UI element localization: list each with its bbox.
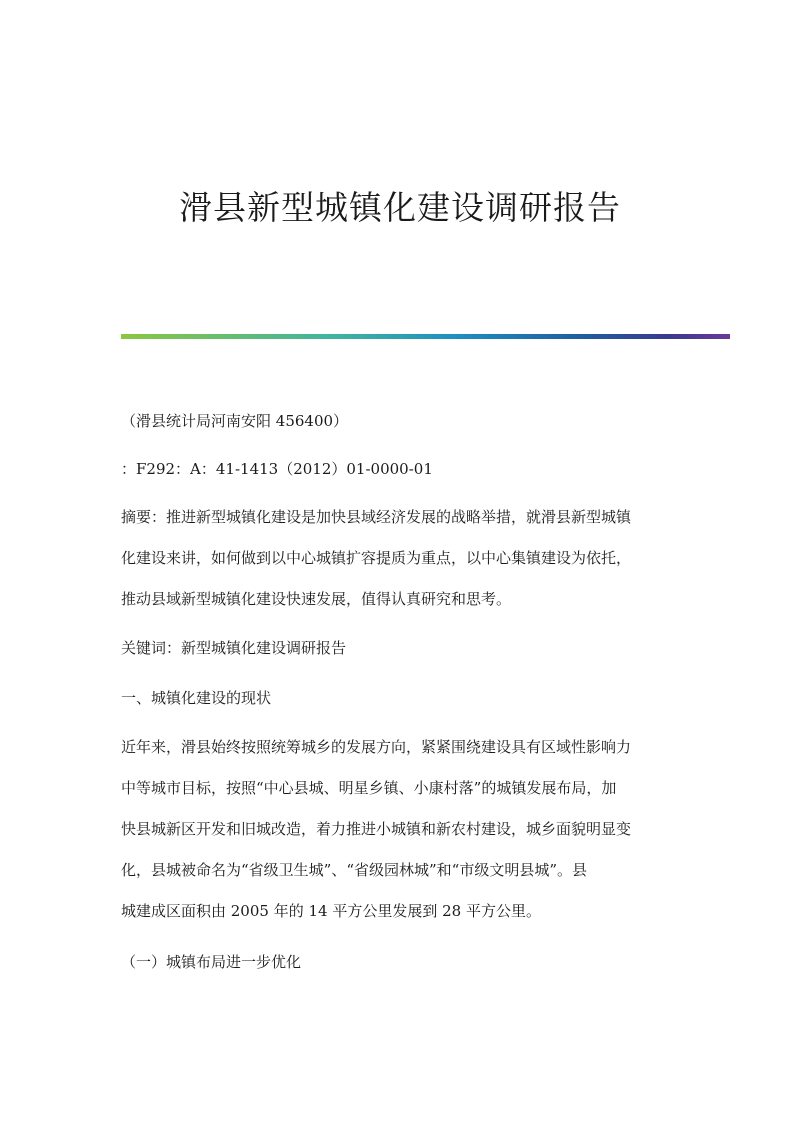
- body-line: 中等城市目标，按照“中心县城、明星乡镇、小康村落”的城镇发展布局，加: [121, 779, 617, 797]
- body-line: 近年来，滑县始终按照统筹城乡的发展方向，紧紧围绕建设具有区域性影响力: [121, 738, 632, 756]
- abstract-line: 推动县域新型城镇化建设快速发展，值得认真研究和思考。: [121, 590, 512, 608]
- body-line: 城建成区面积由 2005 年的 14 平方公里发展到 28 平方公里。: [121, 902, 541, 920]
- classification-code-line: ：F292：A：41-1413（2012）01-0000-01: [121, 460, 433, 478]
- abstract-line: 摘要：推进新型城镇化建设是加快县域经济发展的战略举措，就滑县新型城镇: [121, 508, 632, 526]
- document-title: 滑县新型城镇化建设调研报告: [179, 188, 621, 227]
- body-line: 化，县城被命名为“省级卫生城”、“省级园林城”和“市级文明县城”。县: [121, 861, 588, 879]
- title-divider-gradient-rule: [121, 334, 730, 339]
- abstract-line: 化建设来讲，如何做到以中心城镇扩容提质为重点，以中心集镇建设为依托，: [121, 549, 632, 567]
- keywords-line: 关键词：新型城镇化建设调研报告: [121, 639, 347, 657]
- author-affiliation-line: （滑县统计局河南安阳 456400）: [121, 412, 349, 430]
- section-heading: 一、城镇化建设的现状: [121, 689, 272, 707]
- subsection-heading: （一）城镇布局进一步优化: [121, 953, 302, 971]
- body-line: 快县城新区开发和旧城改造，着力推进小城镇和新农村建设，城乡面貌明显变: [121, 820, 632, 838]
